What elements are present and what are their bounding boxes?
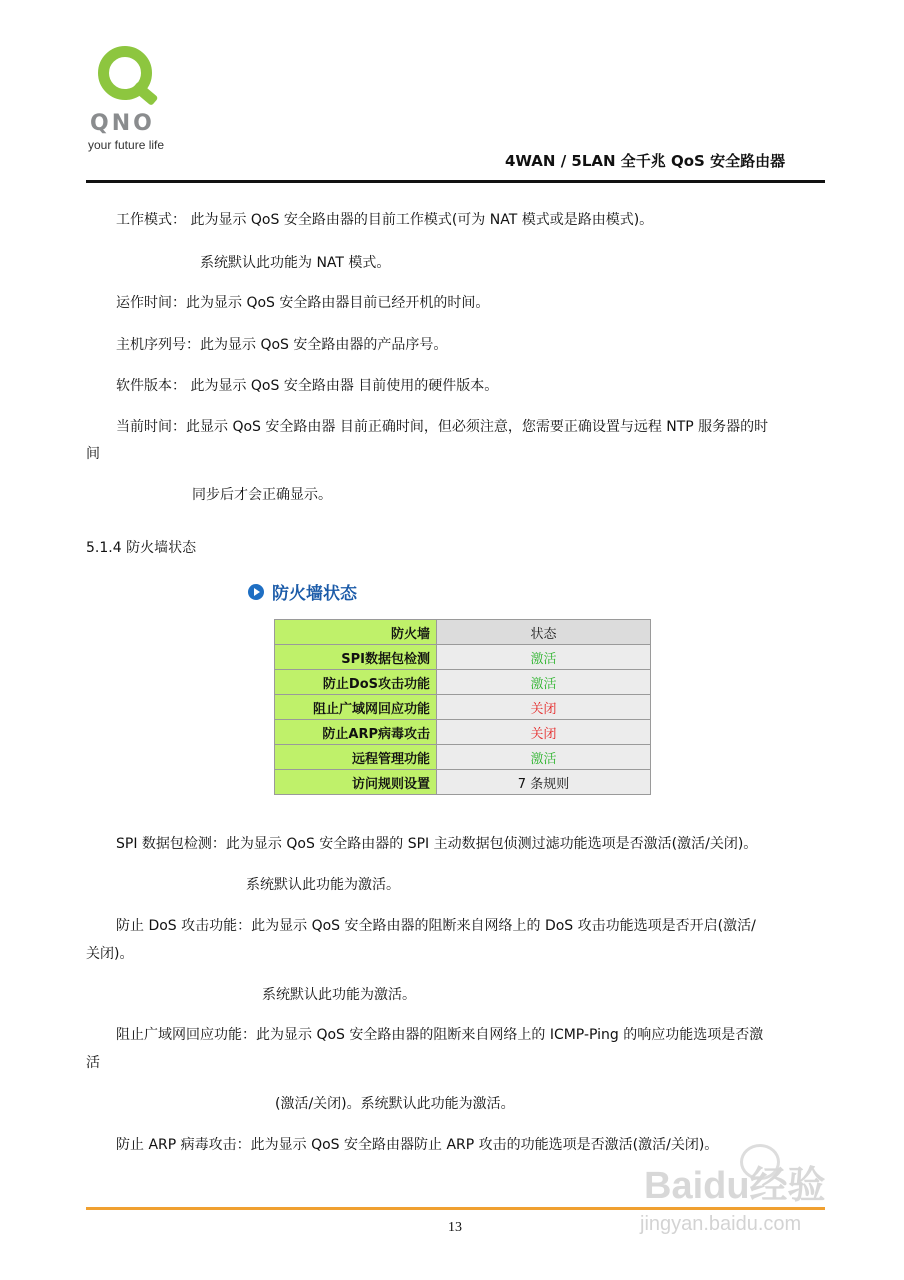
logo-wordmark: QNO (90, 111, 155, 136)
table-row (275, 745, 651, 770)
table-header-row (275, 620, 651, 645)
row-status-wan-ping: 关闭 (437, 695, 651, 720)
paragraph-dos-wrap: 关闭)。 (86, 946, 134, 962)
paragraph-wan-ping: 阻止广域网回应功能：此为显示 QoS 安全路由器的阻断来自网络上的 ICMP-Ping 的响应功能选项是否激 (116, 1027, 764, 1043)
page-number: 13 (448, 1220, 462, 1235)
paragraph-current-time: 当前时间：此显示 QoS 安全路由器 目前正确时间，但必须注意，您需要正确设置与远程 NTP 服务器的时 (116, 419, 769, 435)
paragraph-uptime: 运作时间：此为显示 QoS 安全路由器目前已经开机的时间。 (116, 295, 490, 311)
paragraph-spi: SPI 数据包检测：此为显示 QoS 安全路由器的 SPI 主动数据包侦测过滤功能选项是否激活(激活/关闭)。 (116, 836, 758, 852)
paragraph-current-time-cont: 同步后才会正确显示。 (192, 487, 332, 503)
arrow-circle-icon (248, 584, 264, 600)
row-label-dos: 防止DoS攻击功能 (275, 670, 437, 695)
row-label-spi: SPI数据包检测 (275, 645, 437, 670)
paragraph-wan-ping-wrap: 活 (86, 1055, 100, 1071)
row-label-remote-mgmt: 远程管理功能 (275, 745, 437, 770)
watermark-url: jingyan.baidu.com (640, 1213, 802, 1235)
paragraph-work-mode-default: 系统默认此功能为 NAT 模式。 (200, 255, 391, 271)
paragraph-serial: 主机序列号：此为显示 QoS 安全路由器的产品序号。 (116, 337, 448, 353)
baidu-watermark (640, 1140, 860, 1270)
paragraph-arp: 防止 ARP 病毒攻击：此为显示 QoS 安全路由器防止 ARP 攻击的功能选项是否激活(激活/关闭)。 (116, 1137, 719, 1153)
document-header-title: 4WAN / 5LAN 全千兆 QoS 安全路由器 (505, 152, 786, 170)
table-header-firewall: 防火墙 (275, 620, 437, 645)
table-row (275, 670, 651, 695)
paragraph-current-time-wrap: 间 (86, 446, 100, 462)
qno-logo (88, 44, 183, 154)
row-status-access-rules: 7 条规则 (437, 770, 651, 795)
row-status-remote-mgmt: 激活 (437, 745, 651, 770)
row-status-arp: 关闭 (437, 720, 651, 745)
section-heading: 5.1.4 防火墙状态 (86, 540, 197, 556)
table-row (275, 720, 651, 745)
row-label-wan-ping: 阻止广域网回应功能 (275, 695, 437, 720)
paragraph-wan-ping-cont: (激活/关闭)。系统默认此功能为激活。 (275, 1096, 515, 1112)
paragraph-spi-default: 系统默认此功能为激活。 (246, 877, 400, 893)
watermark-brand: Baidu经验 (644, 1165, 826, 1207)
paragraph-dos-default: 系统默认此功能为激活。 (262, 987, 416, 1003)
firewall-panel-title (248, 579, 357, 603)
logo-tagline: your future life (88, 138, 165, 152)
row-status-spi: 激活 (437, 645, 651, 670)
paragraph-work-mode: 工作模式： 此为显示 QoS 安全路由器的目前工作模式(可为 NAT 模式或是路由模式)。 (116, 212, 654, 228)
paragraph-dos: 防止 DoS 攻击功能：此为显示 QoS 安全路由器的阻断来自网络上的 DoS 攻击功能选项是否开启(激活/ (116, 918, 756, 934)
paragraph-firmware: 软件版本： 此为显示 QoS 安全路由器 目前使用的硬件版本。 (116, 378, 499, 394)
header-divider (86, 180, 825, 183)
firewall-title-text: 防火墙状态 (272, 584, 357, 604)
table-header-status: 状态 (437, 620, 651, 645)
table-row (275, 645, 651, 670)
row-status-dos: 激活 (437, 670, 651, 695)
firewall-status-table (274, 619, 651, 795)
table-row (275, 770, 651, 795)
row-label-arp: 防止ARP病毒攻击 (275, 720, 437, 745)
row-label-access-rules: 访问规则设置 (275, 770, 437, 795)
table-row (275, 695, 651, 720)
